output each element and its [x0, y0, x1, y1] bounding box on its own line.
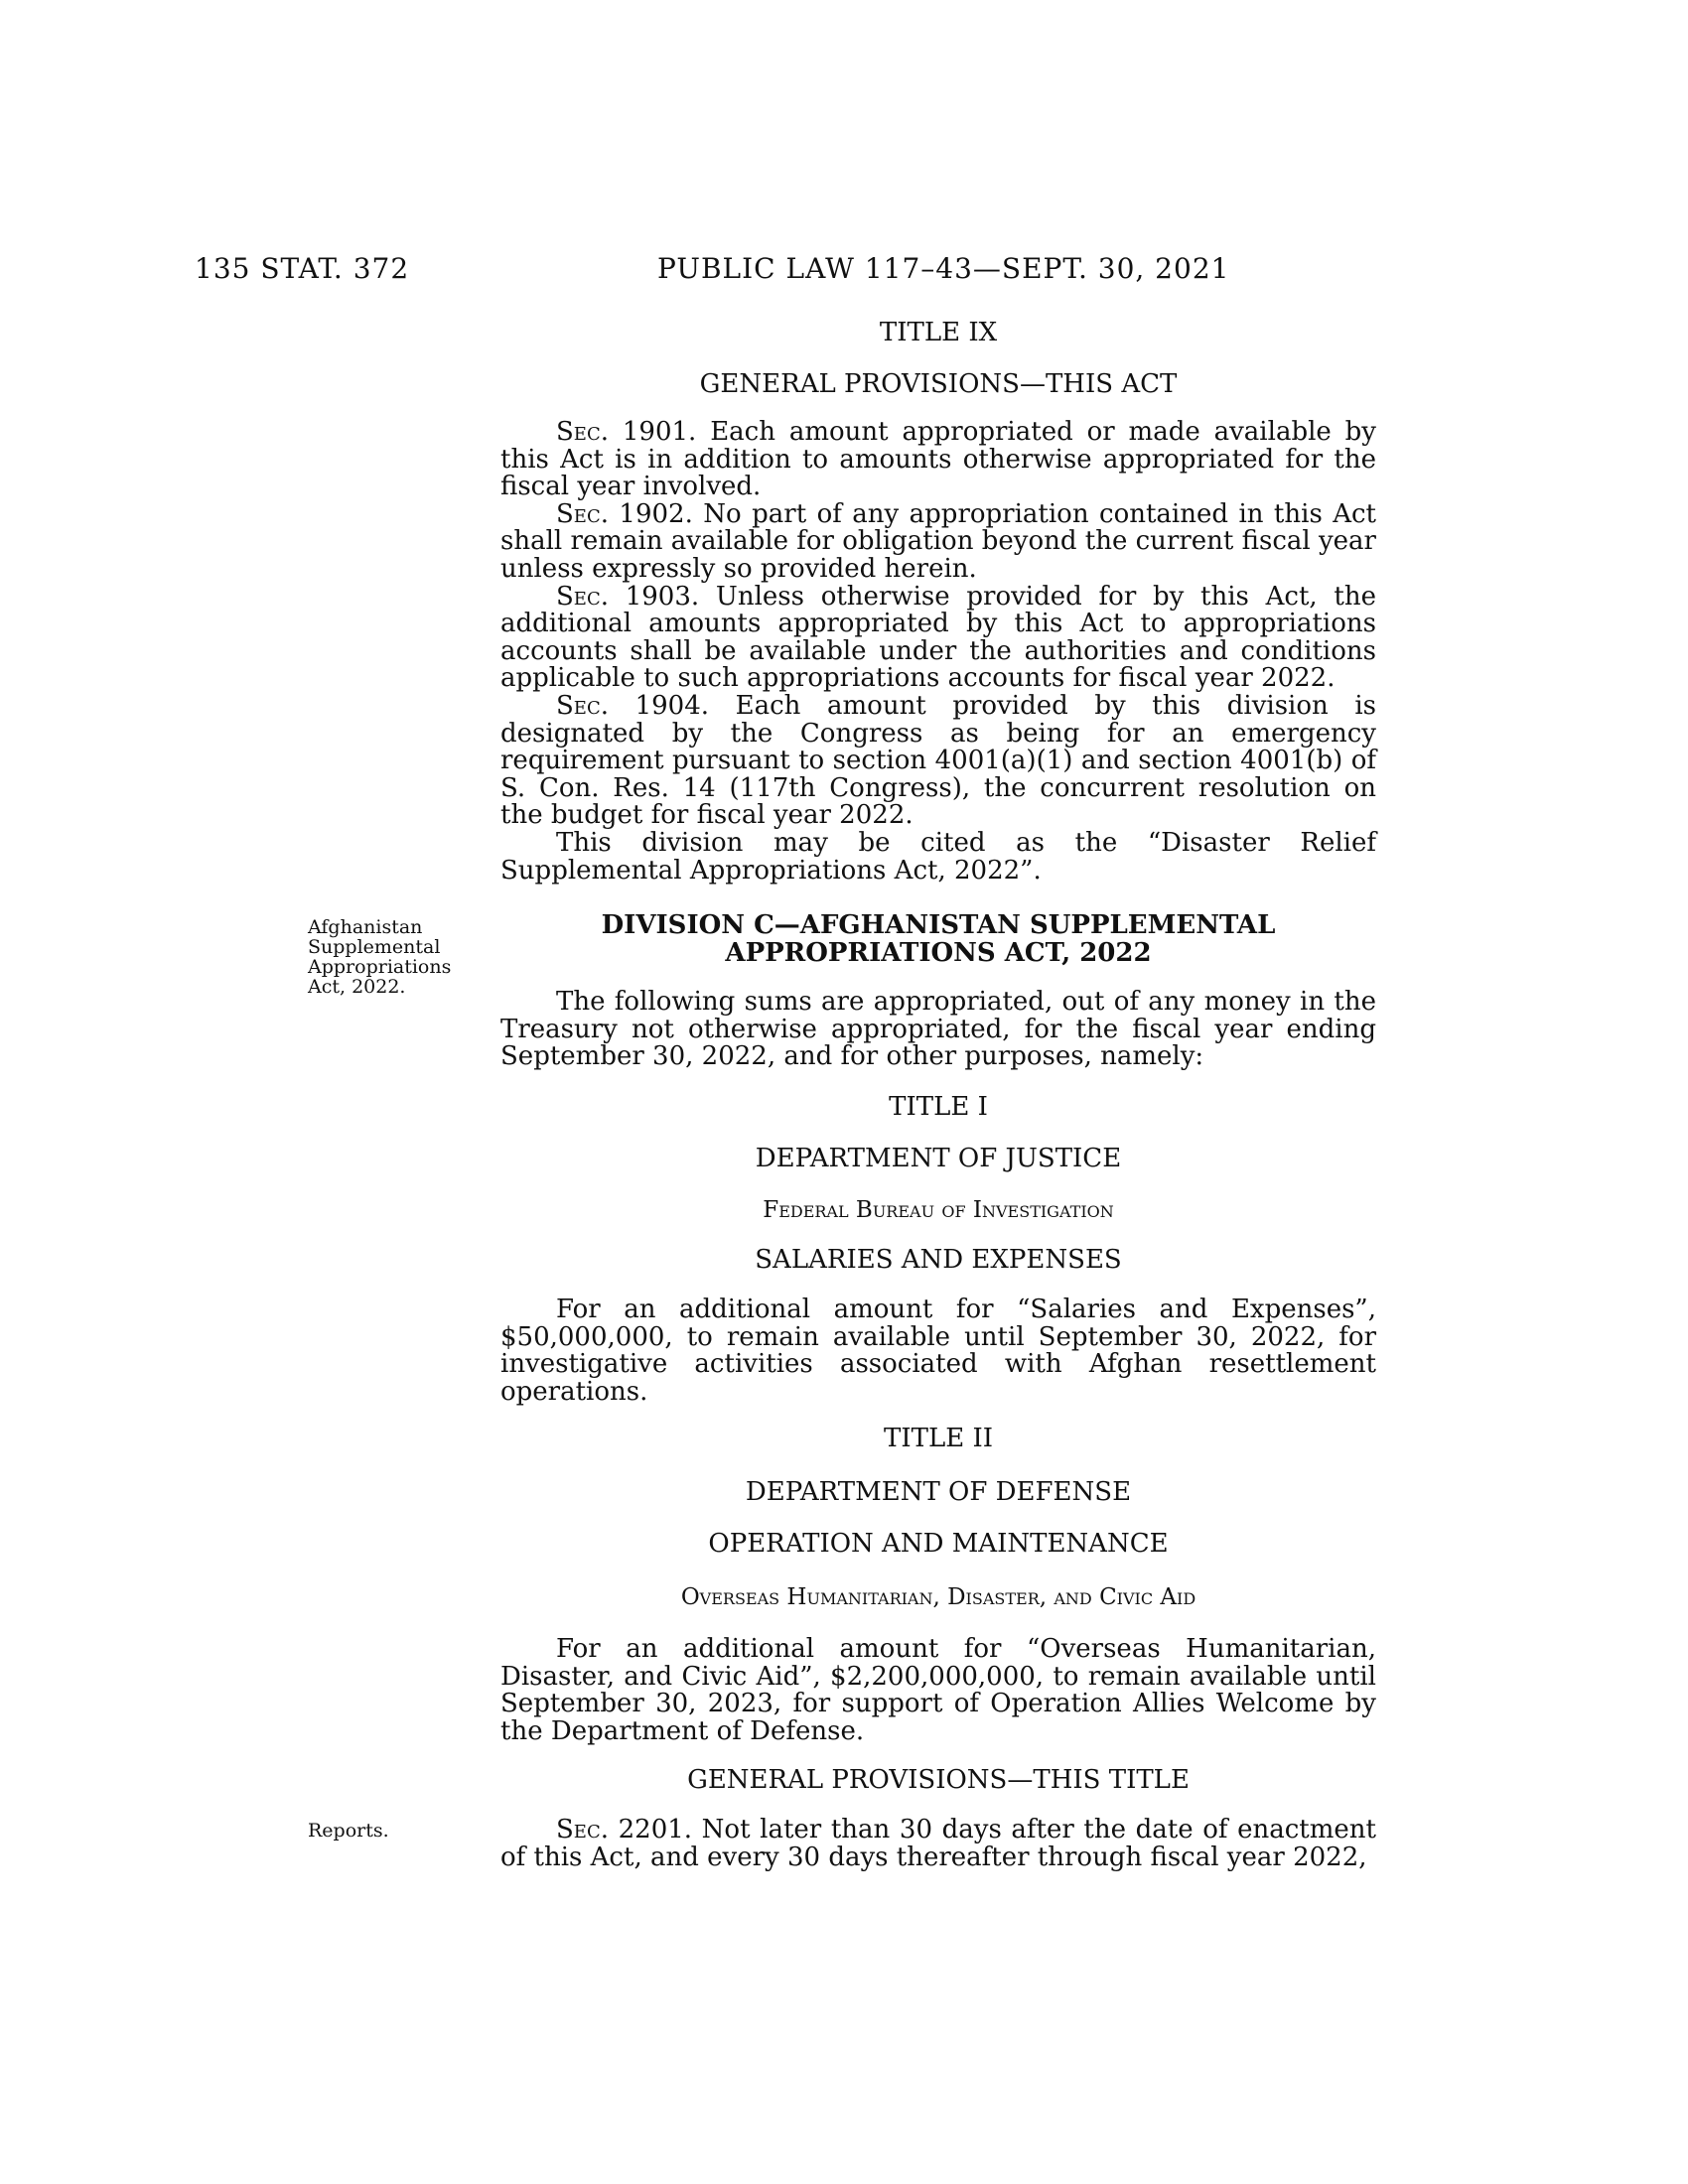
sec-2201 [500, 1817, 1376, 1871]
salaries-expenses-heading: SALARIES AND EXPENSES [755, 1245, 1122, 1275]
sec-1903-text: Unless otherwise provided for by this Act, the additional amounts appropriated by this Act to appropriations accounts shall be available under the authorities and conditions applicable to such appropriations accounts for fiscal year 2022. [500, 581, 1377, 694]
operation-maintenance-heading: OPERATION AND MAINTENANCE [708, 1529, 1169, 1559]
sec-2201-text: Not later than 30 days after the date of enactment of this Act, and every 30 days thereafter through fiscal year 2022, [500, 1815, 1376, 1872]
title-i-heading: TITLE I [889, 1092, 988, 1122]
division-c-heading-line1: DIVISION C—AFGHANISTAN SUPPLEMENTAL [601, 910, 1276, 940]
division-c-heading [500, 911, 1376, 967]
title-ix-heading: TITLE IX [879, 318, 998, 347]
division-citation: This division may be cited as the “Disaster Relief Supplemental Appropriations Act, 2022”. [500, 827, 1376, 886]
ohdaca-heading: Overseas Humanitarian, Disaster, and Civic Aid [680, 1584, 1196, 1610]
sec-1901-label: Sec. 1901. [556, 417, 697, 447]
stat-page-number: 135 STAT. 372 [195, 252, 410, 285]
sec-1901 [500, 419, 1376, 501]
title-i-appropriation-text: For an additional amount for “Salaries and Expenses”, $50,000,000, to remain available until September 30, 2022, for investigative activities associated with Afghan resettlement operations. [500, 1295, 1376, 1407]
sec-1903 [500, 581, 1377, 694]
sec-1902-label: Sec. 1902. [556, 498, 693, 529]
sec-2201-label: Sec. 2201. [556, 1815, 693, 1844]
department-of-justice-heading: DEPARTMENT OF JUSTICE [755, 1144, 1122, 1173]
sec-1902-text: No part of any appropriation contained in this Act shall remain available for obligation beyond the current fiscal year unless expressly so provided herein. [500, 498, 1377, 584]
sec-1904-label: Sec. 1904. [556, 690, 710, 721]
general-provisions-this-title-heading: GENERAL PROVISIONS—THIS TITLE [687, 1765, 1190, 1795]
department-of-defense-heading: DEPARTMENT OF DEFENSE [745, 1477, 1132, 1507]
title-ii-appropriation-text: For an additional amount for “Overseas Humanitarian, Disaster, and Civic Aid”, $2,200,000,000, to remain available until September 30, 2023, for support of Operation Allies Welcome by the Department of Defense. [500, 1634, 1376, 1746]
sec-1904-text: Each amount provided by this division is designated by the Congress as being for an emergency requirement pursuant to section 4001(a)(1) and section 4001(b) of S. Con. Res. 14 (117th Congress), the concurrent resolution on the budget for fiscal year 2022. [500, 690, 1377, 831]
sec-1902 [500, 498, 1377, 584]
general-provisions-this-act-heading: GENERAL PROVISIONS—THIS ACT [699, 369, 1178, 399]
sec-1901-text: Each amount appropriated or made available by this Act is in addition to amounts otherwise appropriated for the fiscal year involved. [500, 417, 1376, 502]
division-c-heading-line2: APPROPRIATIONS ACT, 2022 [725, 938, 1152, 968]
title-ii-heading: TITLE II [883, 1424, 993, 1453]
margin-note-afghanistan: Afghanistan Supplemental Appropriations Act, 2022. [308, 916, 452, 998]
fbi-heading: Federal Bureau of Investigation [763, 1197, 1114, 1223]
division-c-intro: The following sums are appropriated, out of any money in the Treasury not otherwise appropriated, for the fiscal year ending September 30, 2022, and for other purposes, namely: [500, 987, 1376, 1072]
running-title: PUBLIC LAW 117–43—SEPT. 30, 2021 [657, 252, 1230, 285]
margin-note-reports: Reports. [308, 1820, 389, 1842]
sec-1903-label: Sec. 1903. [556, 581, 700, 612]
sec-1904 [500, 690, 1377, 831]
title-ix-sections [500, 419, 1376, 885]
